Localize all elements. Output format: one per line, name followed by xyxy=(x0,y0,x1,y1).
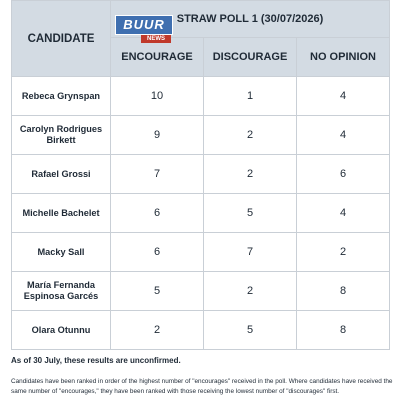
no-opinion-count: 4 xyxy=(297,77,390,116)
discourage-count: 2 xyxy=(204,272,297,311)
straw-poll-table xyxy=(11,0,390,350)
logo-main-text: BUUR xyxy=(115,15,173,35)
table-header xyxy=(12,1,390,77)
table-row xyxy=(12,77,390,116)
discourage-count: 5 xyxy=(204,194,297,233)
no-opinion-count: 4 xyxy=(297,116,390,155)
table-row xyxy=(12,272,390,311)
discourage-count: 1 xyxy=(204,77,297,116)
poll-title-header xyxy=(111,1,390,42)
logo-sub-text: NEWS xyxy=(141,35,171,43)
no-opinion-count: 2 xyxy=(297,233,390,272)
encourage-count: 6 xyxy=(111,194,204,233)
table-row xyxy=(12,311,390,350)
encourage-count: 5 xyxy=(111,272,204,311)
candidate-name: Carolyn Rodrigues Birkett xyxy=(12,116,111,155)
table-row xyxy=(12,194,390,233)
candidate-name: Macky Sall xyxy=(12,233,111,272)
poll-title: STRAW POLL 1 (30/07/2026) xyxy=(176,13,324,25)
encourage-count: 2 xyxy=(111,311,204,350)
no-opinion-count: 8 xyxy=(297,272,390,311)
table-row xyxy=(12,233,390,272)
encourage-column-header: ENCOURAGE xyxy=(111,38,204,77)
discourage-count: 5 xyxy=(204,311,297,350)
buur-news-logo xyxy=(115,15,173,45)
encourage-count: 9 xyxy=(111,116,204,155)
table-row xyxy=(12,155,390,194)
discourage-column-header: DISCOURAGE xyxy=(204,38,297,77)
encourage-count: 7 xyxy=(111,155,204,194)
table-row xyxy=(12,116,390,155)
discourage-count: 2 xyxy=(204,116,297,155)
encourage-count: 10 xyxy=(111,77,204,116)
discourage-count: 7 xyxy=(204,233,297,272)
candidate-name: Rafael Grossi xyxy=(12,155,111,194)
candidate-column-header: CANDIDATE xyxy=(12,1,111,77)
ranking-footnote: Candidates have been ranked in order of the highest number of "encourages" received in the poll. Where candidates have received the same number of "encourages," they have been ranked with those receiving the lowest number of "discourages" first. xyxy=(11,378,393,395)
candidate-name: María Fernanda Espinosa Garcés xyxy=(12,272,111,311)
candidate-name: Rebeca Grynspan xyxy=(12,77,111,116)
no-opinion-count: 4 xyxy=(297,194,390,233)
encourage-count: 6 xyxy=(111,233,204,272)
no-opinion-count: 8 xyxy=(297,311,390,350)
unconfirmed-note: As of 30 July, these results are unconfirmed. xyxy=(11,356,181,365)
candidate-name: Michelle Bachelet xyxy=(12,194,111,233)
table-body xyxy=(12,77,390,350)
discourage-count: 2 xyxy=(204,155,297,194)
no-opinion-column-header: NO OPINION xyxy=(297,38,390,77)
candidate-name: Olara Otunnu xyxy=(12,311,111,350)
no-opinion-count: 6 xyxy=(297,155,390,194)
